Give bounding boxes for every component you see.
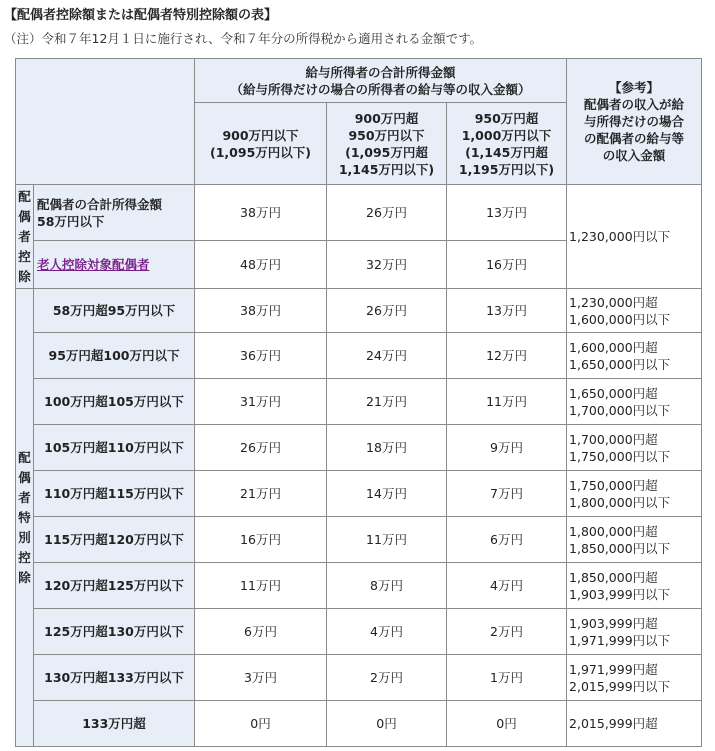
income-range-label: 133万円超 [34,701,195,747]
value-cell: 0円 [195,701,327,747]
reference-line: 1,903,999円超 [569,615,658,631]
value-cell: 11万円 [195,563,327,609]
value-cell: 21万円 [327,379,447,425]
reference-cell [567,289,702,333]
spouse-row [16,185,702,241]
reference-header-line: の収入金額 [602,148,666,163]
special-deduction-row [16,471,702,517]
row-label-line: 配偶者の合計所得金額 [37,196,163,212]
value-cell: 16万円 [447,241,567,289]
column-header-2 [327,103,447,185]
value-cell: 14万円 [327,471,447,517]
income-range-label: 105万円超110万円以下 [34,425,195,471]
value-cell: 26万円 [195,425,327,471]
reference-line: 1,903,999円以下 [569,586,671,602]
value-cell: 4万円 [447,563,567,609]
reference-cell [567,517,702,563]
value-cell: 36万円 [195,333,327,379]
value-cell: 13万円 [447,185,567,241]
value-cell: 3万円 [195,655,327,701]
column-header-1 [195,103,327,185]
reference-cell [567,609,702,655]
special-deduction-row [16,563,702,609]
value-cell: 13万円 [447,289,567,333]
group-label: 配偶者特別控除 [18,449,31,585]
value-cell: 2万円 [447,609,567,655]
income-range-label: 125万円超130万円以下 [34,609,195,655]
special-deduction-row [16,609,702,655]
value-cell: 2万円 [327,655,447,701]
reference-cell [567,379,702,425]
value-cell: 0円 [327,701,447,747]
value-cell: 38万円 [195,289,327,333]
special-deduction-row [16,289,702,333]
page-title: 【配偶者控除額または配偶者特別控除額の表】 [4,8,278,23]
value-cell: 38万円 [195,185,327,241]
value-cell: 11万円 [327,517,447,563]
value-cell: 16万円 [195,517,327,563]
reference-cell [567,425,702,471]
column-header-line: (1,145万円超 [465,144,548,160]
reference-line: 1,600,000円以下 [569,311,671,327]
value-cell: 6万円 [195,609,327,655]
reference-header-line: 与所得だけの場合 [584,114,685,129]
value-cell: 9万円 [447,425,567,471]
group-label: 配偶者控除 [18,188,31,284]
reference-line: 1,800,000円以下 [569,494,671,510]
reference-line: 1,750,000円以下 [569,448,671,464]
income-range-label: 110万円超115万円以下 [34,471,195,517]
value-cell: 21万円 [195,471,327,517]
income-range-label: 120万円超125万円以下 [34,563,195,609]
header-row-1 [16,59,702,103]
group-header [195,59,567,103]
special-deduction-row [16,379,702,425]
reference-line: 1,650,000円超 [569,385,658,401]
column-header-line: 1,195万円以下) [458,161,555,177]
deduction-table [15,58,702,747]
reference-line: 1,650,000円以下 [569,356,671,372]
reference-line: 1,600,000円超 [569,339,658,355]
reference-line: 2,015,999円以下 [569,678,671,694]
value-cell: 48万円 [195,241,327,289]
value-cell: 31万円 [195,379,327,425]
special-deduction-row [16,517,702,563]
reference-line: 1,971,999円超 [569,661,658,677]
value-cell: 7万円 [447,471,567,517]
elderly-spouse-link[interactable]: 老人控除対象配偶者 [37,257,150,272]
value-cell: 1万円 [447,655,567,701]
income-range-label: 95万円超100万円以下 [34,333,195,379]
reference-line: 2,015,999円超 [569,716,658,731]
reference-cell [567,333,702,379]
special-deduction-group [16,289,34,747]
special-deduction-row [16,655,702,701]
spouse-reference-cell: 1,230,000円以下 [567,185,702,289]
column-header-line: 950万円以下 [348,127,425,143]
income-range-label: 58万円超95万円以下 [34,289,195,333]
reference-line: 1,800,000円超 [569,523,658,539]
value-cell: 6万円 [447,517,567,563]
special-deduction-row [16,701,702,747]
reference-header-line: 配偶者の収入が給 [584,97,685,112]
special-deduction-row [16,425,702,471]
reference-line: 1,850,000円以下 [569,540,671,556]
value-cell: 26万円 [327,289,447,333]
reference-line: 1,850,000円超 [569,569,658,585]
row-label-line: 58万円以下 [37,213,105,229]
page-note: （注）令和７年12月１日に施行され、令和７年分の所得税から適用される金額です。 [4,31,483,46]
value-cell: 11万円 [447,379,567,425]
income-range-label: 100万円超105万円以下 [34,379,195,425]
value-cell: 12万円 [447,333,567,379]
column-header-line: 900万円超 [354,110,419,126]
reference-line: 1,230,000円超 [569,294,658,310]
value-cell: 24万円 [327,333,447,379]
reference-header [567,59,702,185]
column-header-3 [447,103,567,185]
column-header-line: 1,000万円以下 [461,127,552,143]
header-corner [16,59,195,185]
value-cell: 32万円 [327,241,447,289]
column-header-line: 1,145万円以下) [338,161,435,177]
reference-cell [567,471,702,517]
reference-line: 1,971,999円以下 [569,632,671,648]
reference-header-line: の配偶者の給与等 [584,131,685,146]
reference-header-line: 【参考】 [609,80,660,95]
reference-line: 1,700,000円以下 [569,402,671,418]
value-cell: 4万円 [327,609,447,655]
spouse-row-label [34,185,195,241]
reference-cell [567,701,702,747]
special-deduction-row [16,333,702,379]
column-header-line: 950万円超 [474,110,539,126]
column-header-line: 900万円以下 [222,127,299,143]
reference-line: 1,700,000円超 [569,431,658,447]
value-cell: 18万円 [327,425,447,471]
value-cell: 0円 [447,701,567,747]
value-cell: 26万円 [327,185,447,241]
spouse-deduction-group [16,185,34,289]
elderly-spouse-label [34,241,195,289]
group-header-line: （給与所得だけの場合の所得者の給与等の収入金額） [230,81,531,97]
income-range-label: 115万円超120万円以下 [34,517,195,563]
column-header-line: (1,095万円超 [345,144,428,160]
reference-line: 1,750,000円超 [569,477,658,493]
value-cell: 8万円 [327,563,447,609]
income-range-label: 130万円超133万円以下 [34,655,195,701]
reference-cell [567,655,702,701]
column-header-line: (1,095万円以下) [210,144,311,160]
reference-cell [567,563,702,609]
group-header-line: 給与所得者の合計所得金額 [305,64,456,80]
